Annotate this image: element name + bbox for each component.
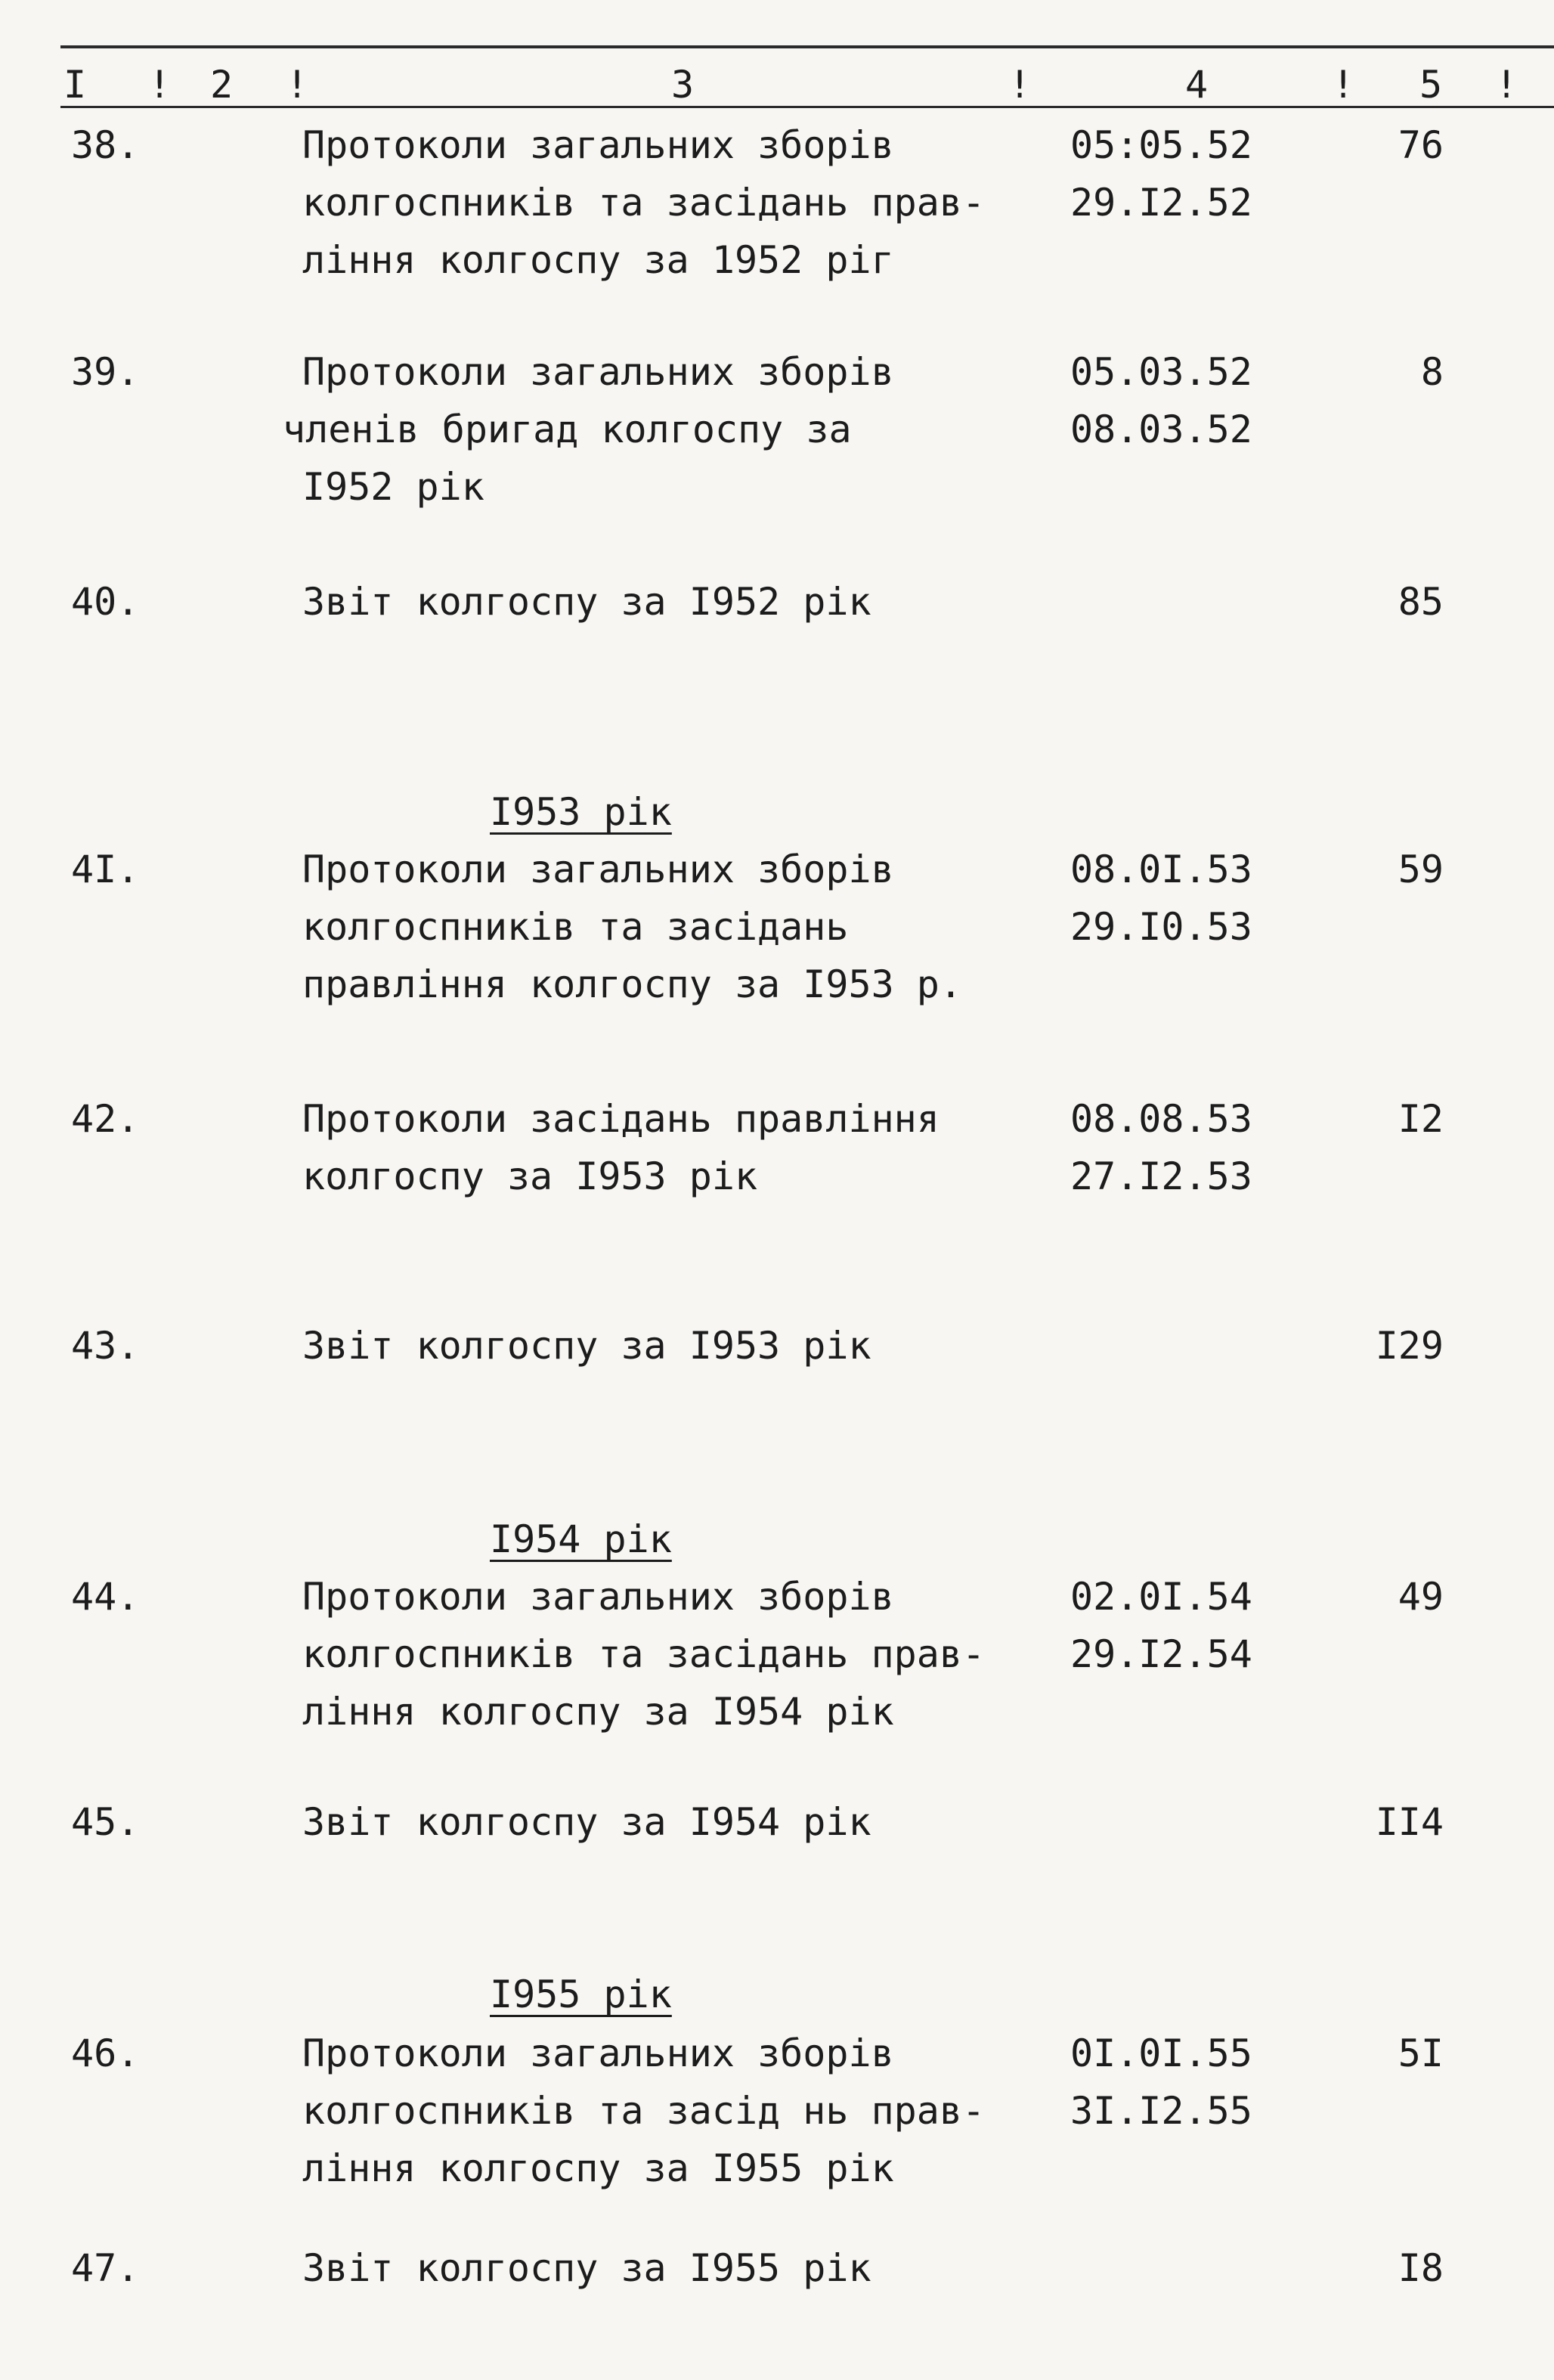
row-description-line: I952 рік	[302, 465, 484, 509]
row-description-line: колгоспників та засід нь прав-	[302, 2089, 986, 2133]
row-sheet-count: I2	[1398, 1097, 1444, 1141]
row-description-line: Протоколи загальних зборів	[302, 350, 894, 394]
year-heading: I953 рік	[490, 790, 672, 834]
row-description-line: ління колгоспу за I955 рік	[302, 2146, 894, 2190]
row-description-line: Звіт колгоспу за I955 рік	[302, 2246, 871, 2290]
row-date-end: 29.I2.54	[1070, 1632, 1252, 1676]
header-col-4: 4	[1185, 63, 1209, 107]
header-top-rule	[60, 45, 1554, 48]
row-sheet-count: II4	[1375, 1800, 1444, 1844]
header-bottom-rule	[60, 106, 1554, 108]
row-description-line: колгоспників та засідань прав-	[302, 1632, 986, 1676]
row-description-line: Протоколи загальних зборів	[302, 1575, 894, 1619]
header-col-5: 5	[1419, 63, 1443, 107]
row-description-line: Протоколи загальних зборів	[302, 123, 894, 167]
row-number: 47.	[71, 2246, 140, 2290]
header-col-2: 2	[210, 63, 234, 107]
row-number: 38.	[71, 123, 140, 167]
row-description-line: колгоспників та засідань	[302, 905, 849, 949]
row-number: 43.	[71, 1324, 140, 1368]
row-description-line: Звіт колгоспу за I952 рік	[302, 580, 871, 624]
row-number: 4I.	[71, 848, 140, 891]
row-description-line: колгоспників та засідань прав-	[302, 181, 986, 225]
year-heading: I955 рік	[490, 1972, 672, 2016]
row-sheet-count: 8	[1420, 350, 1444, 394]
row-date-start: 05:05.52	[1070, 123, 1252, 167]
row-sheet-count: I29	[1375, 1324, 1444, 1368]
row-number: 40.	[71, 580, 140, 624]
header-separator: !	[286, 63, 309, 107]
row-date-end: 27.I2.53	[1070, 1154, 1252, 1198]
row-sheet-count: I8	[1398, 2246, 1444, 2290]
row-description-line: Протоколи загальних зборів	[302, 2031, 894, 2075]
row-sheet-count: 49	[1398, 1575, 1444, 1619]
row-description-line: Звіт колгоспу за I953 рік	[302, 1324, 871, 1368]
header-separator: !	[1332, 63, 1355, 107]
header-separator: !	[1495, 63, 1518, 107]
row-sheet-count: 59	[1398, 848, 1444, 891]
row-date-start: 08.0I.53	[1070, 848, 1252, 891]
row-sheet-count: 5I	[1398, 2031, 1444, 2075]
row-date-start: 05.03.52	[1070, 350, 1252, 394]
row-number: 44.	[71, 1575, 140, 1619]
row-number: 45.	[71, 1800, 140, 1844]
row-number: 39.	[71, 350, 140, 394]
row-description-line: Звіт колгоспу за I954 рік	[302, 1800, 871, 1844]
row-date-start: 02.0I.54	[1070, 1575, 1252, 1619]
row-description-line: ління колгоспу за 1952 ріг	[302, 238, 894, 282]
row-date-start: 0I.0I.55	[1070, 2031, 1252, 2075]
year-heading: I954 рік	[490, 1517, 672, 1561]
row-description-line: ління колгоспу за I954 рік	[302, 1690, 894, 1734]
row-number: 46.	[71, 2031, 140, 2075]
row-date-end: 3I.I2.55	[1070, 2089, 1252, 2133]
row-description-line: правління колгоспу за I953 р.	[302, 962, 962, 1006]
row-description-line: колгоспу за I953 рік	[302, 1154, 758, 1198]
row-description-line: членів бригад колгоспу за	[283, 408, 852, 451]
row-description-line: Протоколи засідань правління	[302, 1097, 940, 1141]
header-col-1: I	[63, 63, 87, 107]
row-date-end: 29.I0.53	[1070, 905, 1252, 949]
header-separator: !	[148, 63, 172, 107]
row-date-end: 08.03.52	[1070, 408, 1252, 451]
header-separator: !	[1008, 63, 1032, 107]
row-date-start: 08.08.53	[1070, 1097, 1252, 1141]
row-date-end: 29.I2.52	[1070, 181, 1252, 225]
row-number: 42.	[71, 1097, 140, 1141]
row-sheet-count: 76	[1398, 123, 1444, 167]
row-description-line: Протоколи загальних зборів	[302, 848, 894, 891]
header-col-3: 3	[671, 63, 695, 107]
row-sheet-count: 85	[1398, 580, 1444, 624]
